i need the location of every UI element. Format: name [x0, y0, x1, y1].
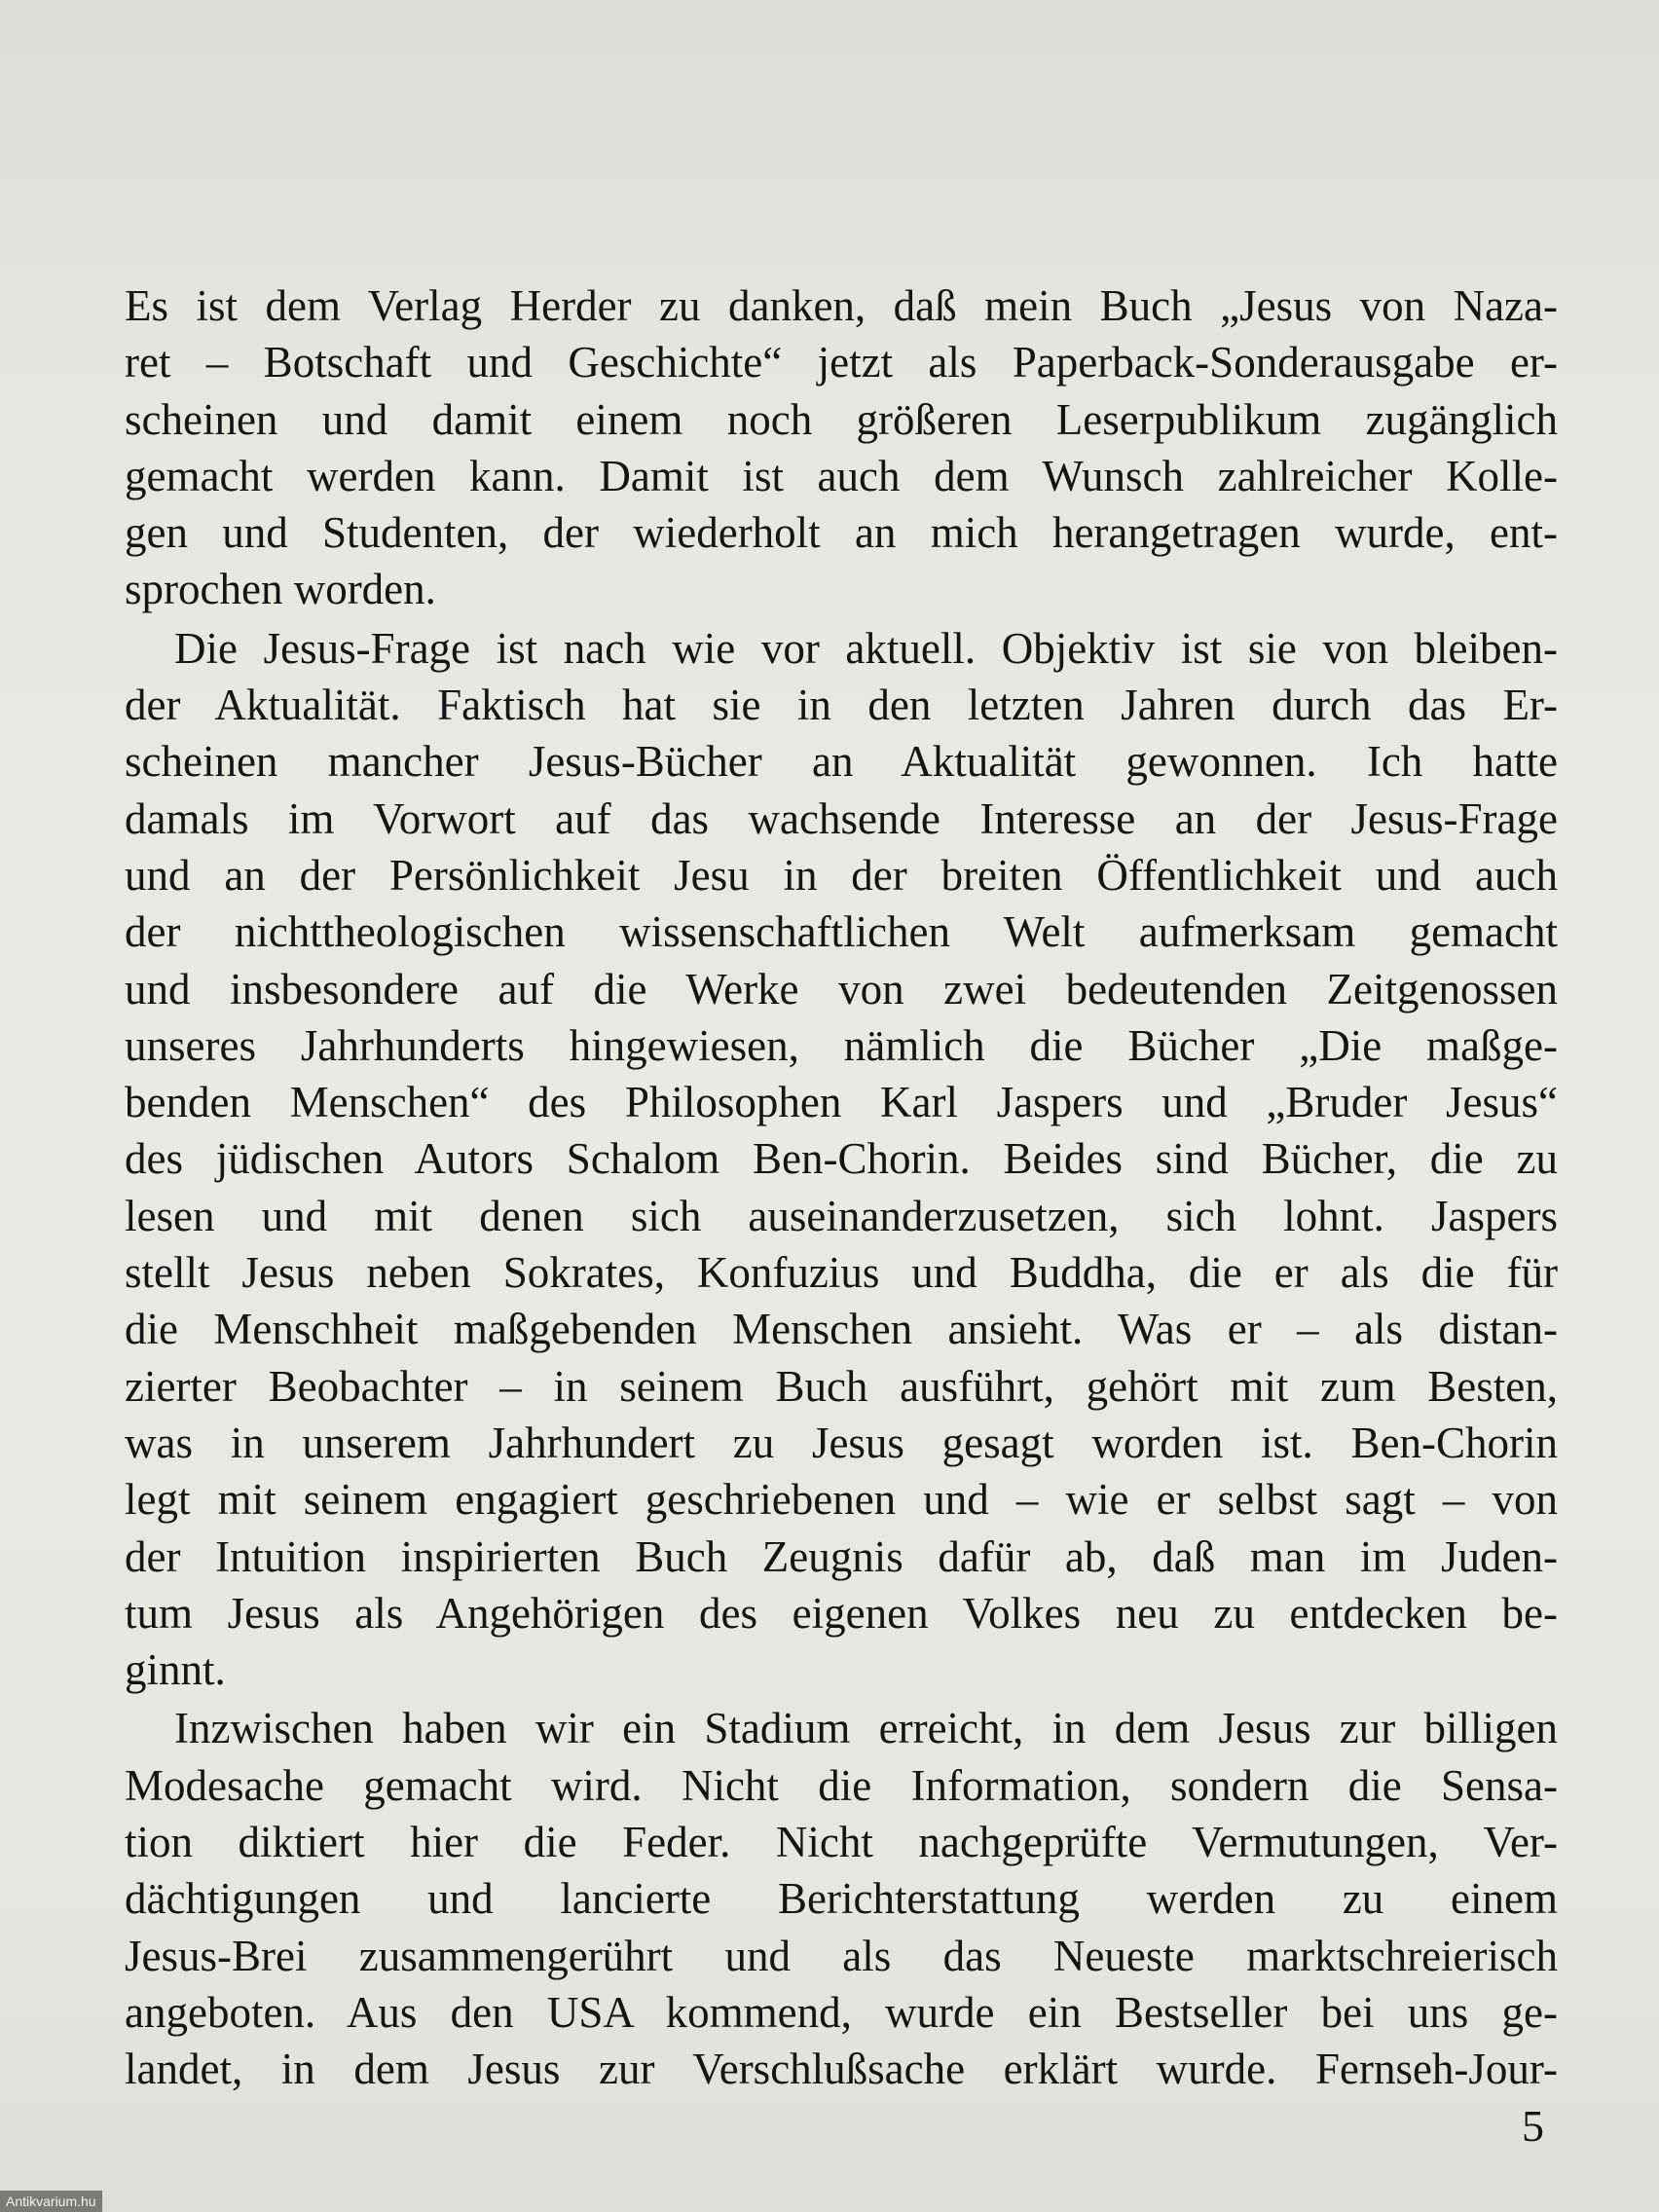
text-line: stellt Jesus neben Sokrates, Konfuzius und Buddha, die er als die für: [125, 1248, 1558, 1298]
text-line: ret – Botschaft und Geschichte“ jetzt als Paperback-Sonderausgabe er-: [125, 338, 1558, 387]
text-line: unseres Jahrhunderts hingewiesen, nämlich die Bücher „Die maßge-: [125, 1020, 1558, 1070]
text-line: und an der Persönlichkeit Jesu in der breiten Öffentlichkeit und auch: [125, 850, 1558, 900]
page-body: [125, 277, 1558, 2098]
text-line: tum Jesus als Angehörigen des eigenen Volkes neu zu entdecken be-: [125, 1588, 1558, 1638]
text-line: ginnt.: [125, 1645, 226, 1695]
text-line: Inzwischen haben wir ein Stadium erreicht, in dem Jesus zur billigen: [174, 1704, 1558, 1753]
text-line: was in unserem Jahrhundert zu Jesus gesagt worden ist. Ben-Chorin: [125, 1418, 1558, 1467]
text-line: damals im Vorwort auf das wachsende Interesse an der Jesus-Frage: [125, 793, 1558, 843]
text-line: zierter Beobachter – in seinem Buch ausführt, gehört mit zum Besten,: [125, 1361, 1558, 1411]
text-line: scheinen und damit einem noch größeren Leserpublikum zugänglich: [125, 394, 1558, 444]
page-number: 5: [1522, 2101, 1544, 2151]
text-line: landet, in dem Jesus zur Verschlußsache erklärt wurde. Fernseh-Jour-: [125, 2045, 1558, 2094]
text-line: der Intuition inspirierten Buch Zeugnis dafür ab, daß man im Juden-: [125, 1531, 1558, 1581]
text-line: und insbesondere auf die Werke von zwei bedeutenden Zeitgenossen: [125, 964, 1558, 1014]
text-line: angeboten. Aus den USA kommend, wurde ein Bestseller bei uns ge-: [125, 1987, 1558, 2037]
text-line: legt mit seinem engagiert geschriebenen und – wie er selbst sagt – von: [125, 1475, 1558, 1525]
text-line: benden Menschen“ des Philosophen Karl Jaspers und „Bruder Jesus“: [125, 1078, 1558, 1127]
text-line: scheinen mancher Jesus-Bücher an Aktualität gewonnen. Ich hatte: [125, 737, 1558, 787]
text-line: Modesache gemacht wird. Nicht die Information, sondern die Sensa-: [125, 1760, 1558, 1810]
text-line: gemacht werden kann. Damit ist auch dem Wunsch zahlreicher Kolle-: [125, 451, 1558, 500]
text-line: des jüdischen Autors Schalom Ben-Chorin. Beides sind Bücher, die zu: [125, 1134, 1558, 1184]
text-line: lesen und mit denen sich auseinanderzusetzen, sich lohnt. Jaspers: [125, 1191, 1558, 1240]
text-line: Jesus-Brei zusammengerührt und als das Neueste marktschreierisch: [125, 1931, 1558, 1980]
paragraph-3: [125, 1700, 1558, 2097]
text-line: tion diktiert hier die Feder. Nicht nachgeprüfte Vermutungen, Ver-: [125, 1818, 1558, 1867]
text-line: gen und Studenten, der wiederholt an mich herangetragen wurde, ent-: [125, 508, 1558, 558]
show-through-text: [0, 0, 1659, 282]
text-line: Es ist dem Verlag Herder zu danken, daß mein Buch „Jesus von Naza-: [125, 281, 1558, 330]
text-line: Die Jesus-Frage ist nach wie vor aktuell. Objektiv ist sie von bleiben-: [174, 623, 1558, 673]
text-line: dächtigungen und lancierte Berichterstattung werden zu einem: [125, 1874, 1558, 1924]
text-line: der Aktualität. Faktisch hat sie in den letzten Jahren durch das Er-: [125, 681, 1558, 730]
text-line: der nichttheologischen wissenschaftlichen Welt aufmerksam gemacht: [125, 907, 1558, 957]
text-line: sprochen worden.: [125, 565, 436, 614]
paragraph-1: [125, 277, 1558, 618]
text-line: die Menschheit maßgebenden Menschen ansieht. Was er – als distan-: [125, 1305, 1558, 1354]
watermark-logo: Antikvarium.hu: [0, 2191, 102, 2212]
paragraph-2: [125, 620, 1558, 1699]
